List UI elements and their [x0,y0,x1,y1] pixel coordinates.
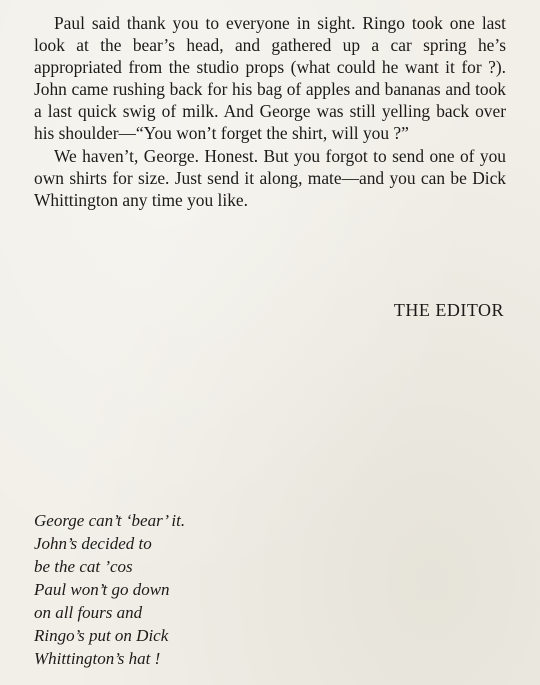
article-paragraph: We haven’t, George. Honest. But you forgot to send one of you own shirts for size. Just send it along, mate—and you can be Dick Whittington any time you like. [34,145,506,210]
caption-line: be the cat ’cos [34,557,133,576]
caption-line: Paul won’t go down [34,580,170,599]
caption-line: George can’t ‘bear’ it. [34,511,186,530]
caption-line: Ringo’s put on Dick [34,626,169,645]
caption-line: Whittington’s hat ! [34,649,161,668]
editorial-article [34,12,506,211]
photo-caption [34,509,294,670]
article-paragraph: Paul said thank you to everyone in sight. Ringo took one last look at the bear’s head, and gathered up a car spring he’s appropriated from the studio props (what could he want it for ?). John came rushing back for his bag of apples and bananas and took a last quick swig of milk. And George was still yelling back over his shoulder—“You won’t forget the shirt, will you ?” [34,13,506,144]
caption-line: on all fours and [34,603,143,622]
caption-line: John’s decided to [34,534,152,553]
editor-signature: THE EDITOR [393,300,504,320]
